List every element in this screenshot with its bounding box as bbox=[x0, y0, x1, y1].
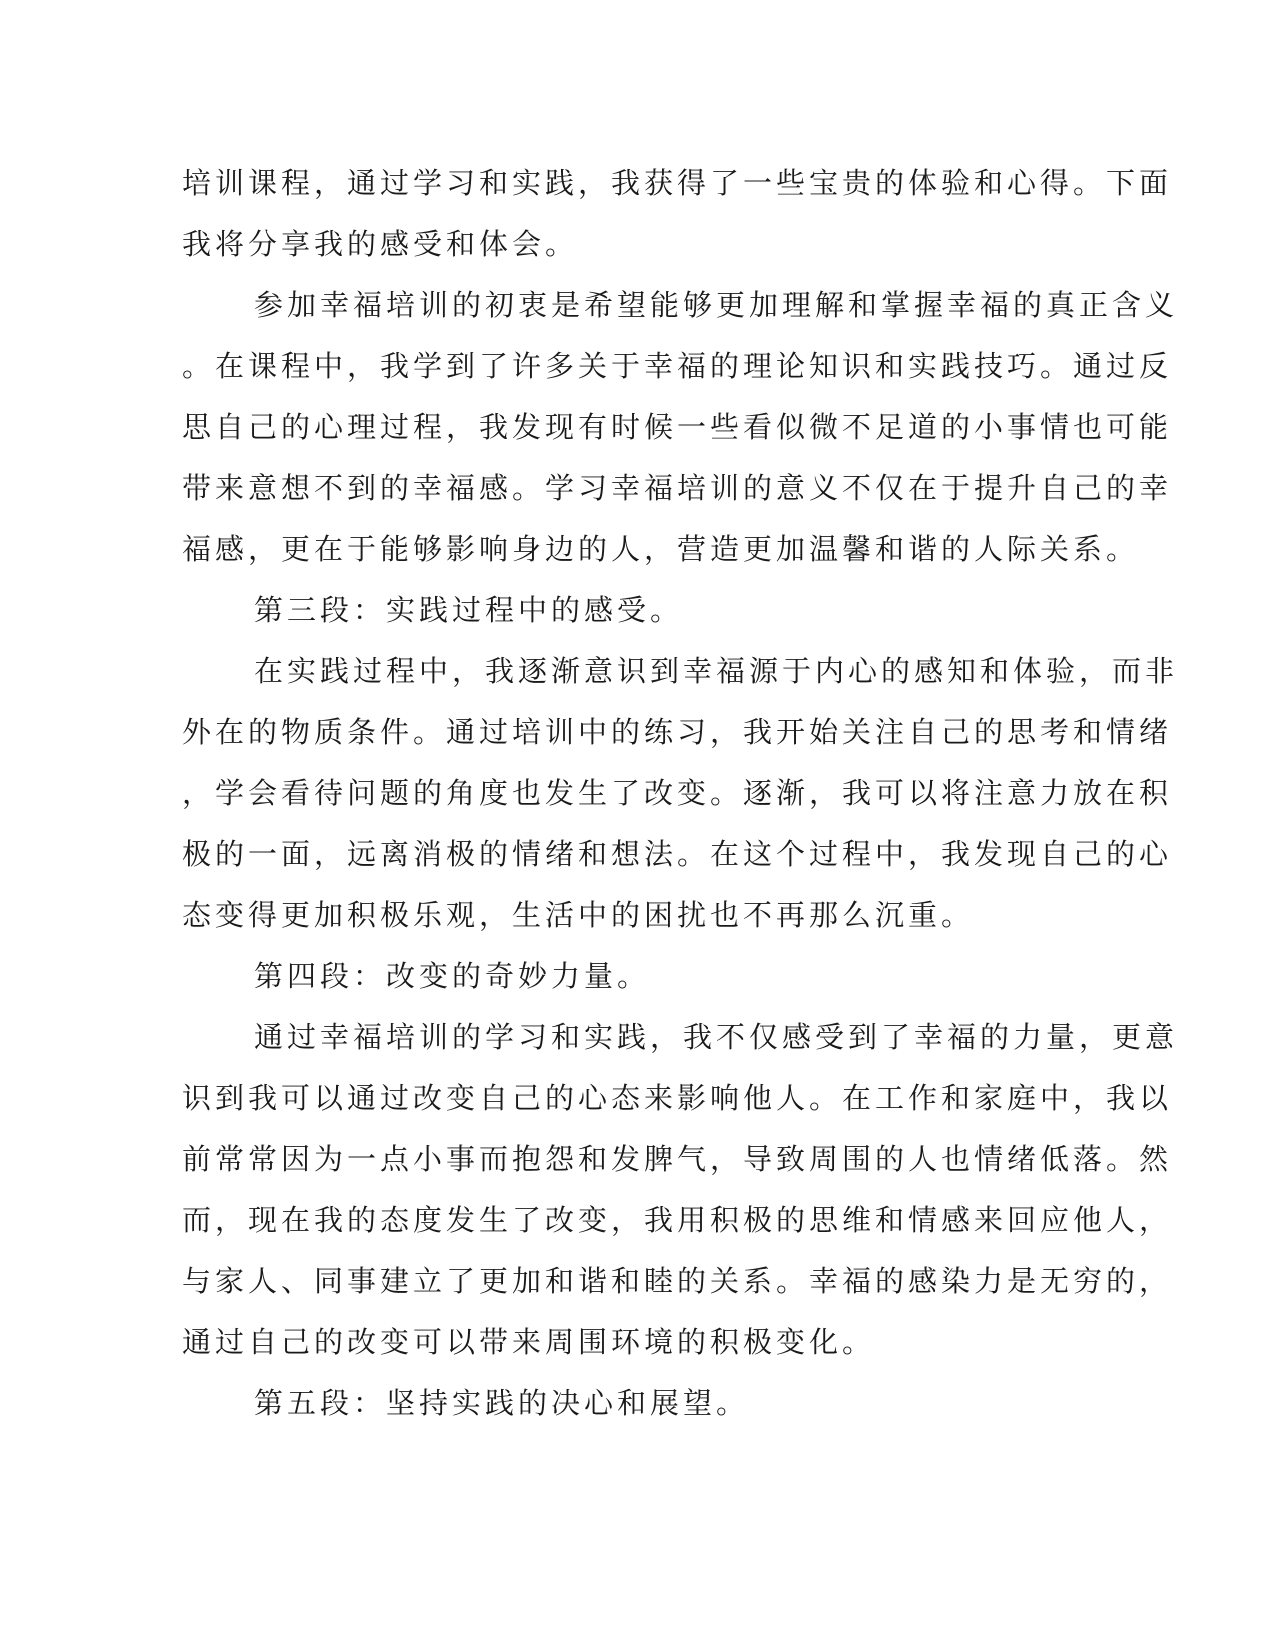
section-heading-3: 第三段：实践过程中的感受。 bbox=[254, 593, 684, 627]
text-line: 培训课程，通过学习和实践，我获得了一些宝贵的体验和心得。下面 bbox=[182, 166, 1173, 200]
paragraph-start-line: 在实践过程中，我逐渐意识到幸福源于内心的感知和体验，而非 bbox=[254, 654, 1179, 688]
text-line: 极的一面，远离消极的情绪和想法。在这个过程中，我发现自己的心 bbox=[182, 837, 1173, 871]
text-line: 。在课程中，我学到了许多关于幸福的理论知识和实践技巧。通过反 bbox=[182, 349, 1173, 383]
text-line: 通过自己的改变可以带来周围环境的积极变化。 bbox=[182, 1325, 876, 1359]
document-body bbox=[182, 153, 1179, 1434]
section-heading-5: 第五段：坚持实践的决心和展望。 bbox=[254, 1386, 750, 1420]
text-line: 前常常因为一点小事而抱怨和发脾气，导致周围的人也情绪低落。然 bbox=[182, 1142, 1173, 1176]
section-heading-4: 第四段：改变的奇妙力量。 bbox=[254, 959, 651, 993]
paragraph-start-line: 参加幸福培训的初衷是希望能够更加理解和掌握幸福的真正含义 bbox=[254, 288, 1179, 322]
text-line: 带来意想不到的幸福感。学习幸福培训的意义不仅在于提升自己的幸 bbox=[182, 471, 1173, 505]
text-line: 外在的物质条件。通过培训中的练习，我开始关注自己的思考和情绪 bbox=[182, 715, 1173, 749]
text-line: 与家人、同事建立了更加和谐和睦的关系。幸福的感染力是无穷的， bbox=[182, 1264, 1173, 1298]
text-line: 而，现在我的态度发生了改变，我用积极的思维和情感来回应他人， bbox=[182, 1203, 1173, 1237]
paragraph-start-line: 通过幸福培训的学习和实践，我不仅感受到了幸福的力量，更意 bbox=[254, 1020, 1179, 1054]
text-line: 态变得更加积极乐观，生活中的困扰也不再那么沉重。 bbox=[182, 898, 975, 932]
text-line: 识到我可以通过改变自己的心态来影响他人。在工作和家庭中，我以 bbox=[182, 1081, 1173, 1115]
text-line: ，学会看待问题的角度也发生了改变。逐渐，我可以将注意力放在积 bbox=[182, 776, 1173, 810]
text-line: 福感，更在于能够影响身边的人，营造更加温馨和谐的人际关系。 bbox=[182, 532, 1140, 566]
text-line: 思自己的心理过程，我发现有时候一些看似微不足道的小事情也可能 bbox=[182, 410, 1173, 444]
text-line: 我将分享我的感受和体会。 bbox=[182, 227, 579, 261]
